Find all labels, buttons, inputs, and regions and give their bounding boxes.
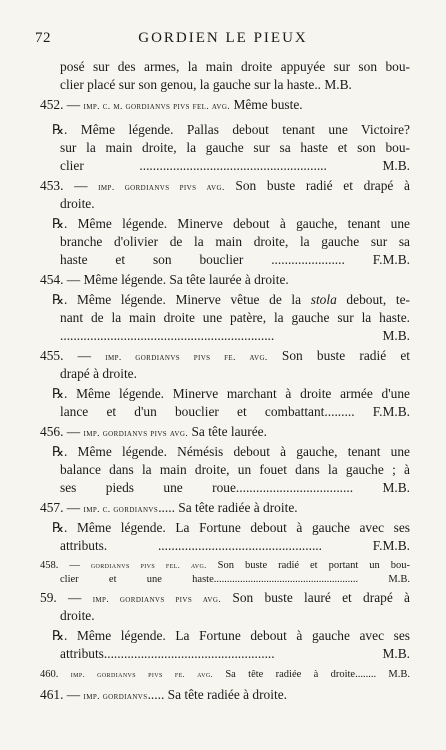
text-line — [52, 385, 410, 402]
text-line — [60, 607, 410, 624]
text-span: lance et d'un bouclier et combattant......... F.M.B. — [60, 404, 410, 419]
text-span: Sa tête laurée. — [188, 424, 267, 439]
text-span: 454. — Même légende. Sa tête laurée à droite. — [40, 272, 289, 287]
text-span: Même buste. — [230, 97, 303, 112]
text-span: 452. — — [40, 97, 84, 112]
text-line — [40, 423, 410, 443]
text-line — [60, 645, 410, 662]
running-title: GORDIEN LE PIEUX — [138, 30, 308, 46]
text-span: Sa tête radiée à droite........ M.B. — [212, 669, 411, 680]
text-line — [60, 195, 410, 212]
text-span: ..... Sa tête radiée à droite. — [147, 687, 287, 702]
text-span: 453. — — [40, 178, 99, 193]
text-span: attributs................................................... M.B. — [60, 646, 410, 661]
text-line — [60, 571, 410, 588]
text-line — [60, 327, 410, 344]
text-line — [52, 443, 410, 460]
text-line — [40, 177, 410, 197]
text-line — [40, 686, 410, 706]
text-span: 456. — — [40, 424, 84, 439]
text-span: ses pieds une roue................................... M.B. — [60, 480, 410, 495]
text-span: 461. — — [40, 687, 84, 702]
text-line — [52, 291, 410, 308]
text-span: ℞. Même légende. Minerve vêtue de la — [52, 292, 311, 307]
text-line — [40, 271, 410, 288]
legend-inscription: imp. gordianvs — [83, 692, 148, 702]
text-span: ..... Sa tête radiée à droite. — [158, 500, 298, 515]
text-line — [40, 499, 410, 519]
text-span: droite. — [60, 608, 95, 623]
text-span: sur la main droite, la gauche sur sa haste et son bou- — [60, 140, 410, 155]
text-line — [52, 519, 410, 536]
text-span: drapé à droite. — [60, 366, 137, 381]
text-span: Son buste radié et drapé à — [224, 178, 410, 193]
text-line — [40, 347, 410, 367]
text-span: clier et une haste....................................................... M.B. — [60, 574, 410, 585]
text-span: balance dans la main droite, un fouet dans la gauche ; à — [60, 462, 410, 477]
text-span: debout, te- — [336, 292, 410, 307]
text-span: clier placé sur son genou, la gauche sur la haste.. M.B. — [60, 77, 352, 92]
text-span: droite. — [60, 196, 95, 211]
text-line — [52, 627, 410, 644]
text-line — [60, 309, 410, 326]
legend-inscription: imp. gordianvs pivs fe. avg. — [70, 670, 213, 679]
text-line — [60, 403, 410, 420]
text-span: 59. — — [40, 590, 93, 605]
legend-inscription: imp. gordianvs pivs avg. — [92, 595, 222, 605]
text-line — [40, 96, 410, 116]
legend-inscription: imp. c. gordianvs — [83, 505, 159, 515]
text-line — [60, 58, 410, 75]
text-span: posé sur des armes, la main droite appuyée sur son bou- — [60, 59, 410, 74]
legend-inscription: gordianvs pivs fel. avg. — [90, 561, 207, 570]
text-line — [40, 666, 410, 683]
text-line — [60, 479, 410, 496]
text-line — [60, 139, 410, 156]
legend-inscription: imp. gordianvs pivs avg. — [83, 429, 189, 439]
text-line — [60, 157, 410, 174]
text-line — [60, 461, 410, 478]
text-line — [60, 537, 410, 554]
text-span: Son buste lauré et drapé à — [221, 590, 410, 605]
text-span: ℞. Même légende. Pallas debout tenant une Victoire? — [52, 122, 410, 137]
legend-inscription: imp. gordianvs pivs avg. — [98, 183, 225, 193]
legend-inscription: imp. gordianvs pivs fe. avg. — [105, 353, 268, 363]
text-span: 455. — — [40, 348, 106, 363]
legend-inscription: imp. c. m. gordianvs pivs fel. avg. — [83, 102, 231, 112]
text-span: 460. — [40, 669, 71, 680]
text-span: nant de la main droite une patère, la gauche sur la haste. — [60, 310, 410, 325]
text-span: branche d'olivier de la main droite, la gauche sur sa — [60, 234, 410, 249]
text-span: Son buste radié et portant un bou- — [206, 560, 410, 571]
text-line — [52, 215, 410, 232]
text-span: clier ........................................................ M.B. — [60, 158, 410, 173]
text-line — [52, 121, 410, 138]
text-span: stola — [310, 292, 337, 307]
text-line — [40, 589, 410, 609]
text-span: 458. — — [40, 560, 91, 571]
text-line — [60, 365, 410, 382]
text-line — [60, 251, 410, 268]
text-span: ℞. Même légende. Minerve marchant à droite armée d'une — [52, 386, 410, 401]
text-span: haste et son bouclier ...................... F.M.B. — [60, 252, 410, 267]
text-span: ℞. Même légende. Minerve debout à gauche, tenant une — [52, 216, 410, 231]
text-span: ℞. Même légende. La Fortune debout à gauche avec ses — [52, 520, 410, 535]
page-number: 72 — [35, 30, 51, 46]
text-span: ℞. Même légende. Némésis debout à gauche, tenant une — [52, 444, 410, 459]
text-span: attributs. ................................................. F.M.B. — [60, 538, 410, 553]
page-header — [0, 30, 446, 48]
text-span: 457. — — [40, 500, 84, 515]
text-line — [60, 76, 410, 93]
text-span: ................................................................ M.B. — [60, 328, 410, 343]
text-span: ℞. Même légende. La Fortune debout à gauche avec ses — [52, 628, 410, 643]
text-line — [60, 233, 410, 250]
text-span: Son buste radié et — [267, 348, 410, 363]
